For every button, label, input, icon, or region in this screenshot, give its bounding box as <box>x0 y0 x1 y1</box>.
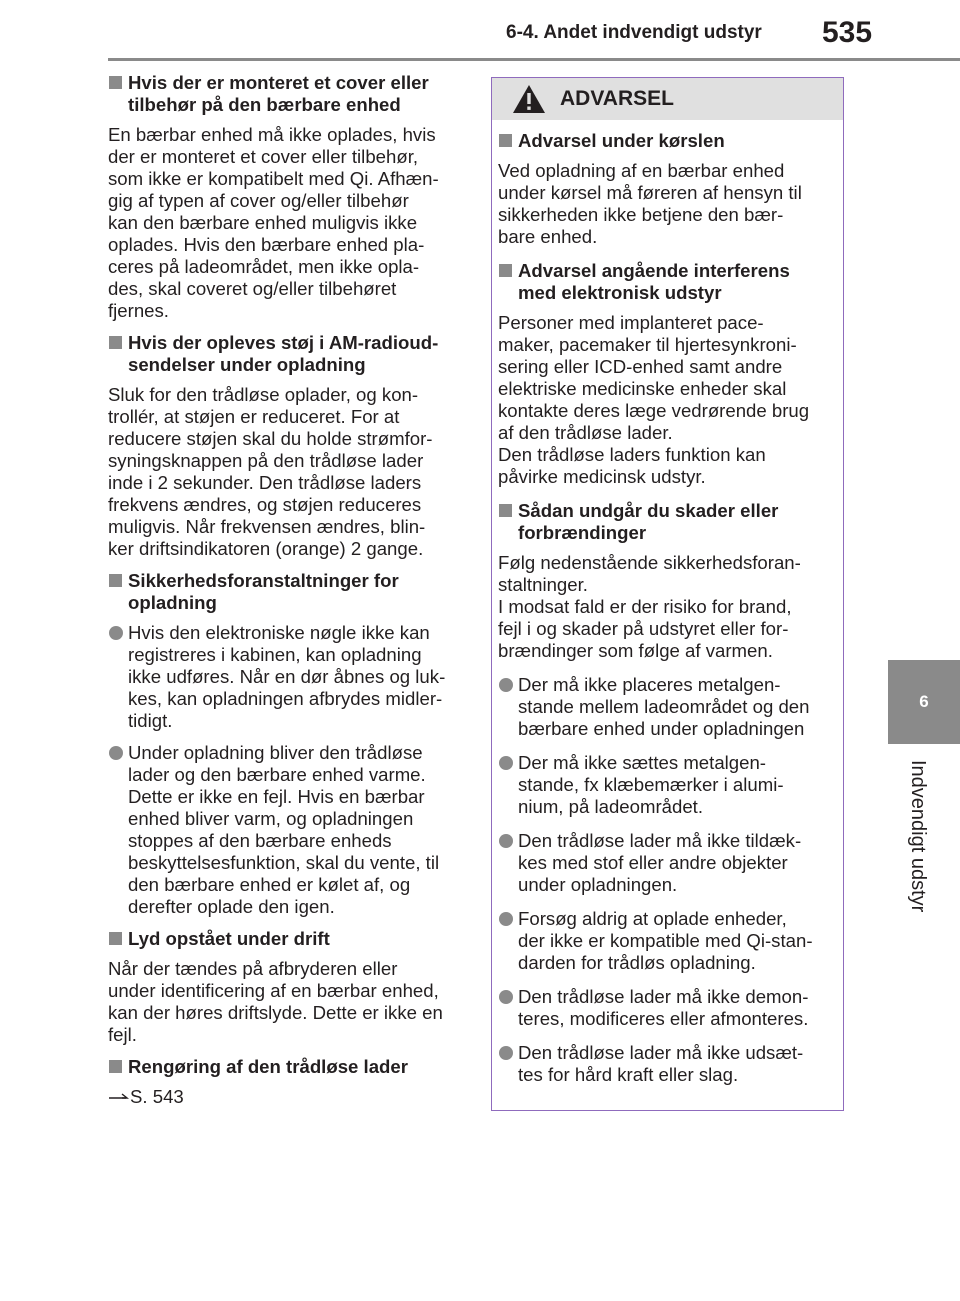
text-line: ceres på ladeområdet, men ikke opla- <box>108 256 420 277</box>
chapter-tab <box>888 660 960 744</box>
text-line: kan der høres driftslyde. Dette er ikke en <box>108 1002 443 1023</box>
text-line: nium, på ladeområdet. <box>518 796 704 817</box>
text-line: Lyd opstået under drift <box>128 928 330 949</box>
section-heading <box>108 928 464 950</box>
warning-title: ADVARSEL <box>560 87 674 110</box>
text-line: opladning <box>128 592 217 613</box>
square-bullet-icon <box>109 574 122 587</box>
paragraph <box>108 958 464 1046</box>
square-bullet-icon <box>109 76 122 89</box>
text-line: Advarsel angående interferens <box>518 260 790 281</box>
paragraph <box>498 312 835 488</box>
text-line: ikke udføres. Når en dør åbnes og luk- <box>128 666 446 687</box>
round-bullet-icon <box>499 912 513 926</box>
round-bullet-icon <box>499 756 513 770</box>
section-heading <box>498 130 835 152</box>
text-line: Dette er ikke en fejl. Hvis en bærbar <box>128 786 425 807</box>
text-line: bærbare enhed under opladningen <box>518 718 805 739</box>
text-line: Følg nedenstående sikkerhedsforan- <box>498 552 801 573</box>
text-line: gig af typen af cover og/eller tilbehør <box>108 190 409 211</box>
round-bullet-icon <box>109 746 123 760</box>
text-line: Der må ikke placeres metalgen- <box>518 674 781 695</box>
paragraph <box>108 384 464 560</box>
left-column <box>108 72 464 1108</box>
text-line: reducere støjen skal du holde strømfor- <box>108 428 433 449</box>
section-title: 6-4. Andet indvendigt udstyr <box>506 22 762 43</box>
section-heading <box>498 260 835 304</box>
text-line: fejl. <box>108 1024 137 1045</box>
square-bullet-icon <box>499 504 512 517</box>
text-line: muligvis. Når frekvensen ændres, blin- <box>108 516 426 537</box>
text-line: frekvens ændres, og støjen reduceres <box>108 494 422 515</box>
text-line: derefter oplade den igen. <box>128 896 335 917</box>
warning-header <box>492 78 843 120</box>
text-line: trollér, at støjen er reduceret. For at <box>108 406 400 427</box>
text-line: Den trådløse lader må ikke demon- <box>518 986 809 1007</box>
text-line: kes med stof eller andre objekter <box>518 852 788 873</box>
bullet-item <box>498 830 835 896</box>
square-bullet-icon <box>499 264 512 277</box>
text-line: Hvis den elektroniske nøgle ikke kan <box>128 622 430 643</box>
text-line: Hvis der opleves støj i AM-radioud- <box>128 332 439 353</box>
text-line: kan den bærbare enhed muligvis ikke <box>108 212 418 233</box>
paragraph <box>498 552 835 662</box>
text-line: teres, modificeres eller afmonteres. <box>518 1008 809 1029</box>
section-heading <box>108 332 464 376</box>
text-line: brændinger som følge af varmen. <box>498 640 773 661</box>
square-bullet-icon <box>109 932 122 945</box>
page-reference[interactable] <box>108 1086 464 1108</box>
text-line: tidigt. <box>128 710 173 731</box>
text-line: tilbehør på den bærbare enhed <box>128 94 401 115</box>
text-line: der ikke er kompatible med Qi-stan- <box>518 930 813 951</box>
text-line: fjernes. <box>108 300 169 321</box>
text-line: Sikkerhedsforanstaltninger for <box>128 570 399 591</box>
text-line: sendelser under opladning <box>128 354 366 375</box>
text-line: stoppes af den bærbare enheds <box>128 830 392 851</box>
text-line: tes for hård kraft eller slag. <box>518 1064 739 1085</box>
text-line: som ikke er kompatibelt med Qi. Afhæn- <box>108 168 439 189</box>
text-line: kontakte deres læge vedrørende brug <box>498 400 810 421</box>
text-line: lader og den bærbare enhed varme. <box>128 764 426 785</box>
text-line: Når der tændes på afbryderen eller <box>108 958 398 979</box>
header-divider <box>108 58 960 61</box>
text-line: darden for trådløs opladning. <box>518 952 756 973</box>
text-line: Advarsel under kørslen <box>518 130 725 151</box>
text-line: des, skal coveret og/eller tilbehøret <box>108 278 397 299</box>
text-line: Den trådløse laders funktion kan <box>498 444 766 465</box>
text-line: kes, kan opladningen afbrydes midler- <box>128 688 443 709</box>
text-line: der er monteret et cover eller tilbehør, <box>108 146 419 167</box>
section-heading <box>108 72 464 116</box>
text-line: under kørsel må føreren af hensyn til <box>498 182 802 203</box>
text-line: Forsøg aldrig at oplade enheder, <box>518 908 787 929</box>
text-line: ker driftsindikatoren (orange) 2 gange. <box>108 538 424 559</box>
round-bullet-icon <box>499 834 513 848</box>
text-line: syningsknappen på den trådløse lader <box>108 450 424 471</box>
text-line: under opladningen. <box>518 874 678 895</box>
text-line: inde i 2 sekunder. Den trådløse laders <box>108 472 422 493</box>
text-line: med elektronisk udstyr <box>518 282 722 303</box>
section-heading <box>498 500 835 544</box>
text-line: Der må ikke sættes metalgen- <box>518 752 767 773</box>
text-line: oplades. Hvis den bærbare enhed pla- <box>108 234 425 255</box>
text-line: sikkerheden ikke betjene den bær- <box>498 204 784 225</box>
arrow-right-icon <box>108 1090 130 1102</box>
text-line: Under opladning bliver den trådløse <box>128 742 423 763</box>
text-line: Hvis der er monteret et cover eller <box>128 72 429 93</box>
text-line: staltninger. <box>498 574 588 595</box>
paragraph <box>108 124 464 322</box>
text-line: En bærbar enhed må ikke oplades, hvis <box>108 124 436 145</box>
text-line: stande mellem ladeområdet og den <box>518 696 810 717</box>
bullet-item <box>498 1042 835 1086</box>
chapter-label: Indvendigt udstyr <box>907 760 929 913</box>
text-line: af den trådløse lader. <box>498 422 673 443</box>
warning-box <box>491 77 844 1111</box>
text-line: Sådan undgår du skader eller <box>518 500 779 521</box>
text-line: elektriske medicinske enheder skal <box>498 378 787 399</box>
square-bullet-icon <box>499 134 512 147</box>
round-bullet-icon <box>499 990 513 1004</box>
square-bullet-icon <box>109 1060 122 1073</box>
chapter-number: 6 <box>919 692 929 711</box>
text-line: påvirke medicinsk udstyr. <box>498 466 706 487</box>
square-bullet-icon <box>109 336 122 349</box>
section-heading <box>108 570 464 614</box>
text-line: fejl i og skader på udstyret eller for- <box>498 618 789 639</box>
round-bullet-icon <box>109 626 123 640</box>
text-line: Personer med implanteret pace- <box>498 312 764 333</box>
text-line: under identificering af en bærbar enhed, <box>108 980 439 1001</box>
bullet-item <box>108 742 464 918</box>
paragraph <box>498 160 835 248</box>
round-bullet-icon <box>499 678 513 692</box>
text-line: registreres i kabinen, kan opladning <box>128 644 422 665</box>
round-bullet-icon <box>499 1046 513 1060</box>
text-line: Den trådløse lader må ikke tildæk- <box>518 830 802 851</box>
warning-triangle-icon <box>512 84 546 114</box>
text-line: forbrændinger <box>518 522 647 543</box>
text-line: den bærbare enhed er kølet af, og <box>128 874 411 895</box>
bullet-item <box>498 986 835 1030</box>
bullet-item <box>498 908 835 974</box>
section-heading <box>108 1056 464 1078</box>
page-reference-text[interactable]: S. 543 <box>130 1086 184 1107</box>
text-line: sering eller ICD-enhed samt andre <box>498 356 783 377</box>
bullet-item <box>498 674 835 740</box>
text-line: I modsat fald er der risiko for brand, <box>498 596 792 617</box>
text-line: Ved opladning af en bærbar enhed <box>498 160 785 181</box>
text-line: enhed bliver varm, og opladningen <box>128 808 414 829</box>
bullet-item <box>108 622 464 732</box>
text-line: Den trådløse lader må ikke udsæt- <box>518 1042 804 1063</box>
text-line: Rengøring af den trådløse lader <box>128 1056 408 1077</box>
text-line: Sluk for den trådløse oplader, og kon- <box>108 384 419 405</box>
bullet-item <box>498 752 835 818</box>
page-number: 535 <box>822 16 873 49</box>
text-line: beskyttelsesfunktion, skal du vente, til <box>128 852 440 873</box>
text-line: bare enhed. <box>498 226 598 247</box>
text-line: stande, fx klæbemærker i alumi- <box>518 774 784 795</box>
text-line: maker, pacemaker til hjertesynkroni- <box>498 334 797 355</box>
